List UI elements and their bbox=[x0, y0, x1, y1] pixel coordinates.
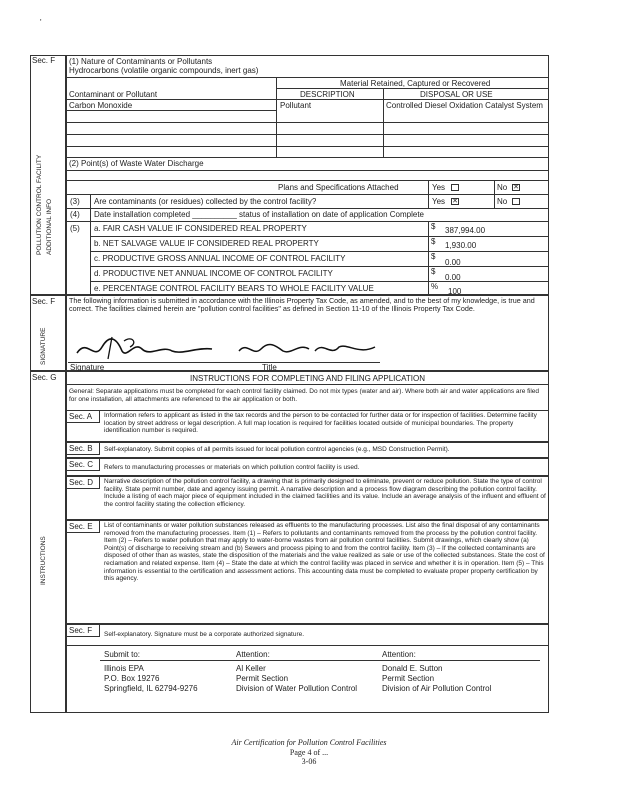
divider bbox=[66, 170, 549, 171]
plans-attached-label: Plans and Specifications Attached bbox=[278, 183, 399, 192]
row5a-label: a. FAIR CASH VALUE IF CONSIDERED REAL PROPERTY bbox=[94, 224, 307, 233]
address-line: Springfield, IL 62794-9276 bbox=[104, 684, 198, 693]
table-row-line bbox=[66, 110, 276, 111]
table-col-line bbox=[90, 194, 91, 295]
sec-g-label-column bbox=[30, 371, 66, 713]
sec-d-label: Sec. D bbox=[69, 478, 94, 487]
address-line: P.O. Box 19276 bbox=[104, 674, 160, 683]
q1-value[interactable]: Hydrocarbons (volatile organic compounds, inert gas) bbox=[69, 66, 259, 75]
divider bbox=[66, 99, 549, 100]
footer-rev: 3-06 bbox=[301, 757, 317, 766]
title-line bbox=[240, 362, 380, 363]
submit-to-label: Submit to: bbox=[104, 650, 141, 659]
row5b-dollar: $ bbox=[431, 237, 436, 246]
divider bbox=[276, 88, 549, 89]
title-label: Title bbox=[262, 363, 277, 372]
table-row-line bbox=[66, 134, 549, 135]
signature-label: Signature bbox=[70, 363, 105, 372]
divider bbox=[66, 180, 549, 181]
divider bbox=[90, 266, 549, 267]
row4-num: (4) bbox=[70, 210, 80, 219]
q1-label: (1) Nature of Contaminants or Pollutants bbox=[69, 57, 213, 66]
title-signature-image bbox=[235, 337, 385, 361]
table-col-line bbox=[494, 181, 495, 209]
plans-yes-label: Yes bbox=[432, 183, 446, 192]
row3-no-checkbox[interactable] bbox=[512, 198, 520, 205]
row3-yes-label: Yes bbox=[432, 197, 446, 206]
row5a-value[interactable]: 387,994.00 bbox=[445, 226, 486, 235]
sec-c-label: Sec. C bbox=[69, 460, 94, 469]
row5e-value[interactable]: 100 bbox=[448, 287, 462, 296]
address-line: Permit Section bbox=[236, 674, 289, 683]
attention-label-2: Attention: bbox=[382, 650, 416, 659]
sec-f2-label: Sec. F bbox=[32, 297, 56, 306]
sec-b-label: Sec. B bbox=[69, 444, 93, 453]
divider bbox=[100, 660, 540, 661]
address-line: Donald E. Sutton bbox=[382, 664, 443, 673]
row1-disposal[interactable]: Controlled Diesel Oxidation Catalyst System bbox=[386, 101, 543, 110]
row5e-label: e. PERCENTAGE CONTROL FACILITY BEARS TO WHOLE FACILITY VALUE bbox=[94, 284, 374, 293]
row5d-value[interactable]: 0.00 bbox=[445, 273, 461, 282]
footer-title: Air Certification for Pollution Control Facilities bbox=[231, 738, 387, 747]
material-header: Material Retained, Captured or Recovered bbox=[340, 79, 491, 88]
col-contaminant: Contaminant or Pollutant bbox=[69, 90, 158, 99]
row5c-dollar: $ bbox=[431, 252, 436, 261]
address-line: Illinois EPA bbox=[104, 664, 144, 673]
certification-text: The following information is submitted in accordance with the Illinois Property Tax Code, as amended, and to the best of my knowledge, is true and correct. The facilities claimed herein are "pollution control facilities" as defined in Section 11-10 of the Illinois Property Tax Code. bbox=[69, 296, 535, 314]
divider bbox=[90, 281, 549, 282]
sec-e-label: Sec. E bbox=[69, 522, 93, 531]
table-row-line bbox=[66, 146, 549, 147]
divider bbox=[90, 251, 549, 252]
divider bbox=[66, 221, 549, 222]
divider bbox=[66, 77, 549, 78]
footer-page: Page 4 of ... bbox=[289, 748, 329, 757]
sec-a-text: Information refers to applicant as listed in the tax records and the person to be contacted for further data or for inspection of facilities. Determine facility location by street address or legal description. A full map location is required for facilities located outside of municipal boundaries. The property identification number is required. bbox=[104, 412, 537, 435]
row5d-label: d. PRODUCTIVE NET ANNUAL INCOME OF CONTROL FACILITY bbox=[94, 269, 333, 278]
row5c-label: c. PRODUCTIVE GROSS ANNUAL INCOME OF CONTROL FACILITY bbox=[94, 254, 346, 263]
col-disposal: DISPOSAL OR USE bbox=[420, 90, 493, 99]
row5-num: (5) bbox=[70, 224, 80, 233]
q2-label: (2) Point(s) of Waste Water Discharge bbox=[69, 159, 204, 168]
row4-text[interactable]: Date installation completed __________ status of installation on date of application Complete bbox=[94, 210, 424, 219]
table-row-line bbox=[66, 157, 549, 158]
row5b-label: b. NET SALVAGE VALUE IF CONSIDERED REAL PROPERTY bbox=[94, 239, 319, 248]
plans-no-label: No bbox=[497, 183, 508, 192]
sec-b-text: Self-explanatory. Submit copies of all permits issued for local pollution control agencies (e.g., MSD Construction Permit). bbox=[104, 446, 450, 453]
sec-f-side-label-2: ADDITIONAL INFO bbox=[46, 198, 53, 255]
sec-f-instr-label: Sec. F bbox=[69, 626, 93, 635]
sec-c-text: Refers to manufacturing processes or materials on which pollution control facility is used. bbox=[104, 464, 360, 471]
signature-image bbox=[72, 333, 222, 363]
table-col-line bbox=[428, 181, 429, 209]
row3-num: (3) bbox=[70, 197, 80, 206]
divider bbox=[90, 236, 549, 237]
table-col-line bbox=[276, 77, 277, 157]
row5d-dollar: $ bbox=[431, 267, 436, 276]
divider bbox=[66, 384, 549, 385]
sec-f2-label-column bbox=[30, 295, 66, 371]
general-text: General: Separate applications must be completed for each control facility claimed. Do not mix types (water and air). Where both air and water applications are filed for one installation, all attachments are referenced to the air application or both. bbox=[69, 388, 540, 403]
sec-g-heading: INSTRUCTIONS FOR COMPLETING AND FILING APPLICATION bbox=[190, 374, 425, 383]
table-col-line bbox=[428, 221, 429, 295]
divider bbox=[66, 208, 549, 209]
attention-label-1: Attention: bbox=[236, 650, 270, 659]
sec-f-side-label: POLLUTION CONTROL FACILITY bbox=[36, 154, 43, 255]
sec-f2-side-label: SIGNATURE bbox=[40, 327, 47, 365]
row3-no-label: No bbox=[497, 197, 508, 206]
divider bbox=[66, 194, 549, 195]
row5e-percent: % bbox=[431, 282, 439, 291]
sec-e-text: List of contaminants or water pollution substances released as effluents to the manufacturing processes. List also the final disposal of any contaminants removed from the manufacturing processes. Item (1) – Refers to pollutants and contaminants removed from the process by the pollution control facility. Item (2) – Refers to water pollution that may apply to water-borne wastes from air pollution control facilities. Submit drawings, which clearly show (a) Point(s) of discharge to receiving stream and (b) Sewers and process piping to and from the control facility. Item (3) – If the collected contaminants are disposed of other than as wastes, state the disposition of the materials and the value realized as sale or use of the collected substances. State the cost of reclamation and related expense. Item (4) – State the date at which the control facility was placed in service and whether it is in operation. Item (5) – This information is essential to the certification and assessment actions. This accounting data must be completed to evaluate proper property certification by this agency. bbox=[104, 522, 545, 583]
row1-contaminant[interactable]: Carbon Monoxide bbox=[69, 101, 133, 110]
row3-yes-checkbox[interactable]: ✕ bbox=[452, 198, 458, 205]
row1-description[interactable]: Pollutant bbox=[280, 101, 312, 110]
row5a-dollar: $ bbox=[431, 222, 436, 231]
sec-g-side-label: INSTRUCTIONS bbox=[40, 536, 47, 585]
plans-yes-checkbox[interactable] bbox=[451, 184, 459, 191]
sec-d-text: Narrative description of the pollution control facility, a drawing that is primarily designed to eliminate, prevent or reduce pollution. State the type of control facility. State permit number, date and agency issuing permit. A narrative description and a process flow diagram describing the pollution control facility. Include a listing of each major piece of equipment included in the claimed facilities and its value. Include an average analysis of the influent and effluent of the control facility stating the collection efficiency. bbox=[104, 478, 546, 508]
address-line: Division of Air Pollution Control bbox=[382, 684, 492, 693]
sec-g-label: Sec. G bbox=[32, 373, 57, 382]
table-row-line bbox=[66, 122, 549, 123]
col-description: DESCRIPTION bbox=[300, 90, 355, 99]
row5b-value[interactable]: 1,930.00 bbox=[445, 241, 477, 250]
address-line: Al Keller bbox=[236, 664, 266, 673]
address-line: Division of Water Pollution Control bbox=[236, 684, 358, 693]
row3-text: Are contaminants (or residues) collected by the control facility? bbox=[94, 197, 317, 206]
row5c-value[interactable]: 0.00 bbox=[445, 258, 461, 267]
sec-f-instr-text: Self-explanatory. Signature must be a corporate authorized signature. bbox=[104, 631, 305, 638]
plans-no-checkbox[interactable]: ✕ bbox=[513, 184, 519, 191]
sec-f-label: Sec. F bbox=[32, 56, 56, 65]
page-mark: ' bbox=[40, 18, 42, 27]
address-line: Permit Section bbox=[382, 674, 435, 683]
sec-a-label: Sec. A bbox=[69, 412, 93, 421]
